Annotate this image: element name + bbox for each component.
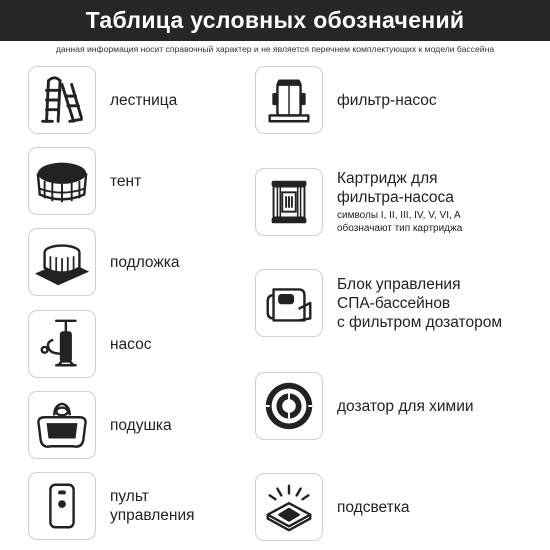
pillow-icon (28, 391, 96, 459)
label-remote-line1: пульт (110, 488, 149, 505)
label-cartridge-line2: фильтра-насоса (337, 189, 454, 206)
pump-icon (28, 310, 96, 378)
filter-pump-icon (255, 66, 323, 134)
label-spa-line2: СПА-бассейнов (337, 294, 451, 312)
legend-item-pump (28, 310, 151, 378)
cartridge-type-note: обозначают тип картриджа (337, 223, 463, 234)
legend-item-chemical-dispenser (255, 372, 474, 440)
cartridge-icon (255, 168, 323, 236)
page-title: Таблица условных обозначений (85, 7, 465, 33)
ladder-icon (28, 66, 96, 134)
label-ground-cloth: подложка (110, 253, 180, 271)
ground-cloth-icon (28, 228, 96, 296)
cartridge-symbols-note: символы I, II, III, IV, V, VI, A (337, 210, 461, 221)
title-bar (0, 0, 550, 41)
label-filter-pump: фильтр-насос (337, 91, 437, 109)
cover-icon (28, 147, 96, 215)
label-pump: насос (110, 335, 152, 353)
legend-item-filter-pump (255, 66, 437, 134)
label-spa-line3: с фильтром дозатором (337, 313, 502, 331)
label-spa-control (337, 275, 502, 332)
label-pillow: подушка (110, 416, 172, 434)
label-cover: тент (110, 172, 142, 190)
label-cartridge-line1: Картридж для (337, 170, 438, 187)
legend-item-ladder (28, 66, 177, 134)
remote-control-icon (28, 472, 96, 540)
label-ladder: лестница (110, 91, 178, 109)
label-remote-line2: управления (110, 507, 195, 524)
label-chemical-dispenser: дозатор для химии (337, 397, 474, 415)
legend-item-cover (28, 147, 141, 215)
label-cartridge (337, 169, 462, 235)
label-light: подсветка (337, 498, 410, 516)
legend-item-remote-control (28, 472, 195, 540)
label-spa-line1: Блок управления (337, 275, 461, 293)
disclaimer-note: данная информация носит справочный характер и не является перечнем комплектующих к модели бассейна (55, 44, 495, 54)
legend-item-spa-control (255, 269, 502, 337)
chemical-dispenser-icon (255, 372, 323, 440)
legend-item-light (255, 473, 409, 541)
light-icon (255, 473, 323, 541)
label-remote-control (110, 487, 195, 525)
legend-item-cartridge (255, 168, 462, 236)
spa-control-icon (255, 269, 323, 337)
legend-item-pillow (28, 391, 172, 459)
legend-item-ground-cloth (28, 228, 180, 296)
